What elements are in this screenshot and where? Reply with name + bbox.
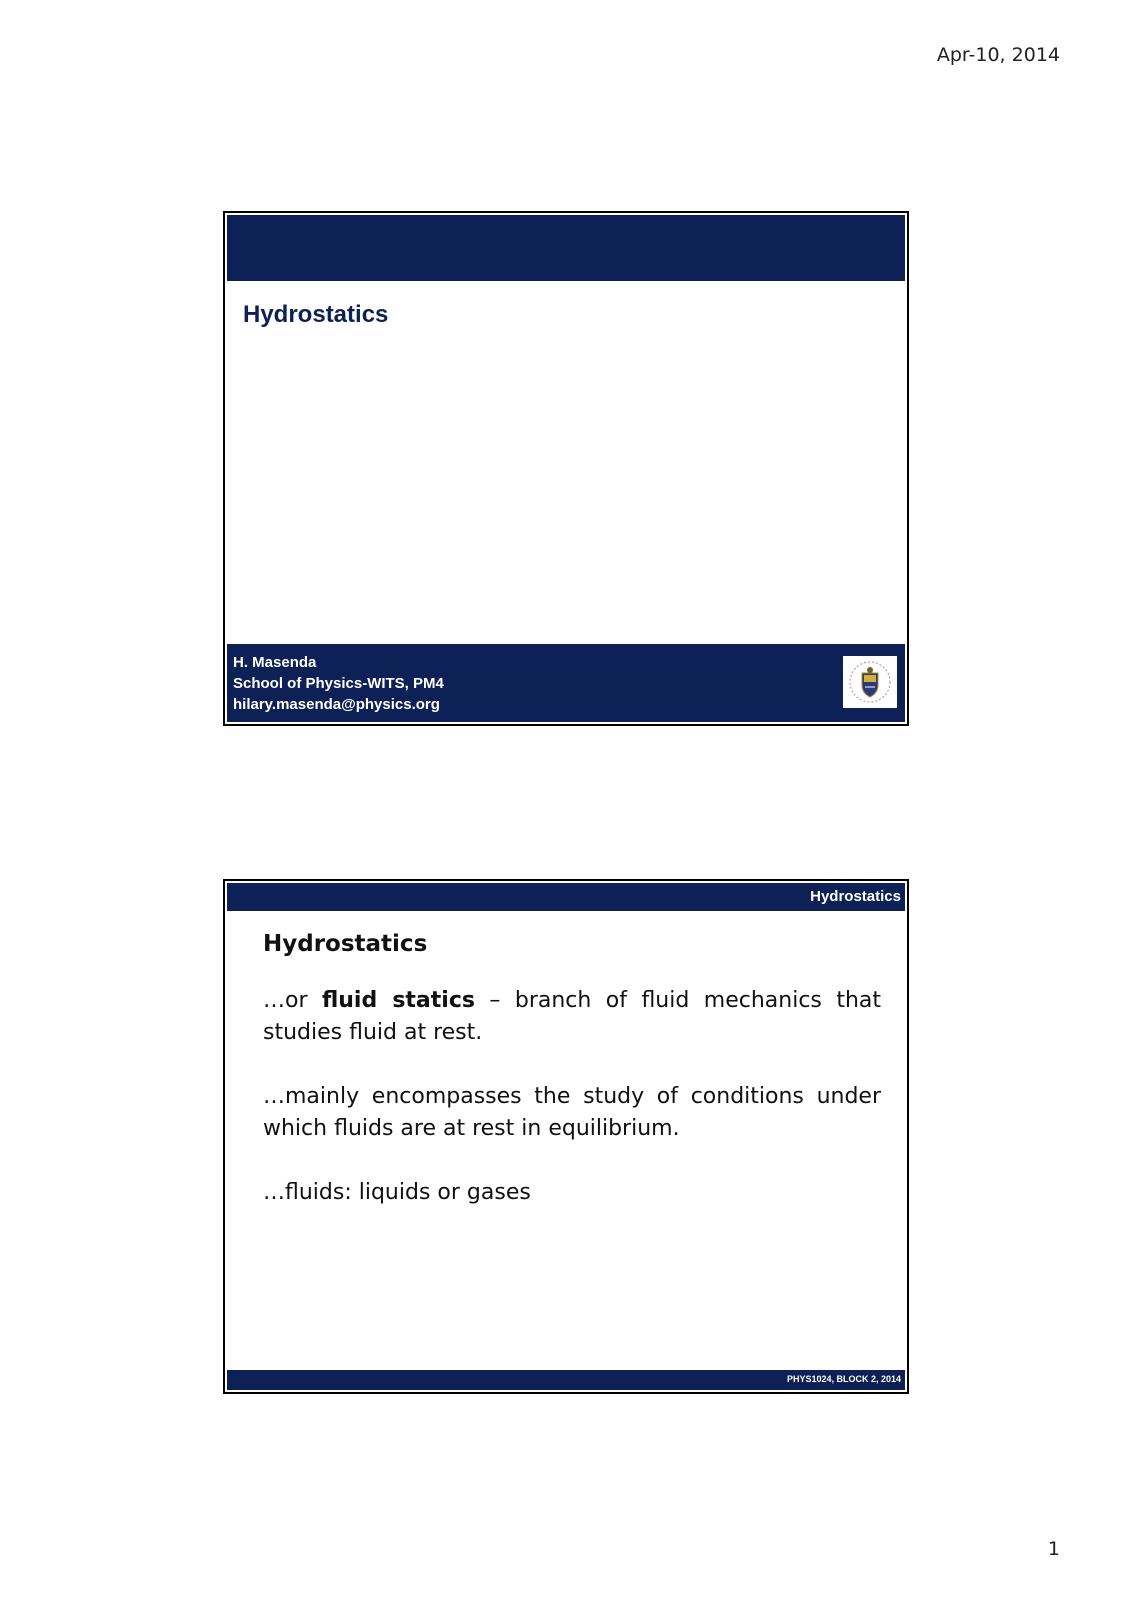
slide-top-band <box>227 883 905 911</box>
slide-title-text: Hydrostatics <box>243 301 389 328</box>
slide-content-body <box>227 883 905 1390</box>
university-crest-logo <box>843 656 897 708</box>
slide-top-band <box>227 215 905 281</box>
paragraph-scope: …mainly encompasses the study of conditions under which fluids are at rest in equilibrium. <box>263 1084 881 1141</box>
slide-footer-label: PHYS1024, BLOCK 2, 2014 <box>786 1374 901 1384</box>
page-number: 1 <box>1047 1538 1060 1560</box>
page-date: Apr-10, 2014 <box>936 44 1060 66</box>
para1-prefix: …or <box>263 988 322 1013</box>
content-heading: Hydrostatics <box>263 931 428 957</box>
para1-rest: – branch of fluid mechanics that studies fluid at rest. <box>263 988 881 1045</box>
author-affiliation: School of Physics-WITS, PM4 <box>233 675 444 692</box>
author-block <box>233 652 444 715</box>
paragraph-definition <box>263 985 881 1049</box>
slide-content-text <box>263 931 881 1241</box>
paragraph-fluids: …fluids: liquids or gases <box>263 1180 531 1205</box>
author-name: H. Masenda <box>233 654 317 671</box>
slide-title <box>223 211 909 726</box>
slide-header-label: Hydrostatics <box>810 888 901 905</box>
para1-bold-term: fluid statics <box>321 988 475 1013</box>
slide-bottom-band <box>227 644 905 722</box>
author-email: hilary.masenda@physics.org <box>233 696 440 713</box>
slide-content <box>223 879 909 1394</box>
slide-bottom-band <box>227 1370 905 1390</box>
slide-title-body <box>227 215 905 722</box>
